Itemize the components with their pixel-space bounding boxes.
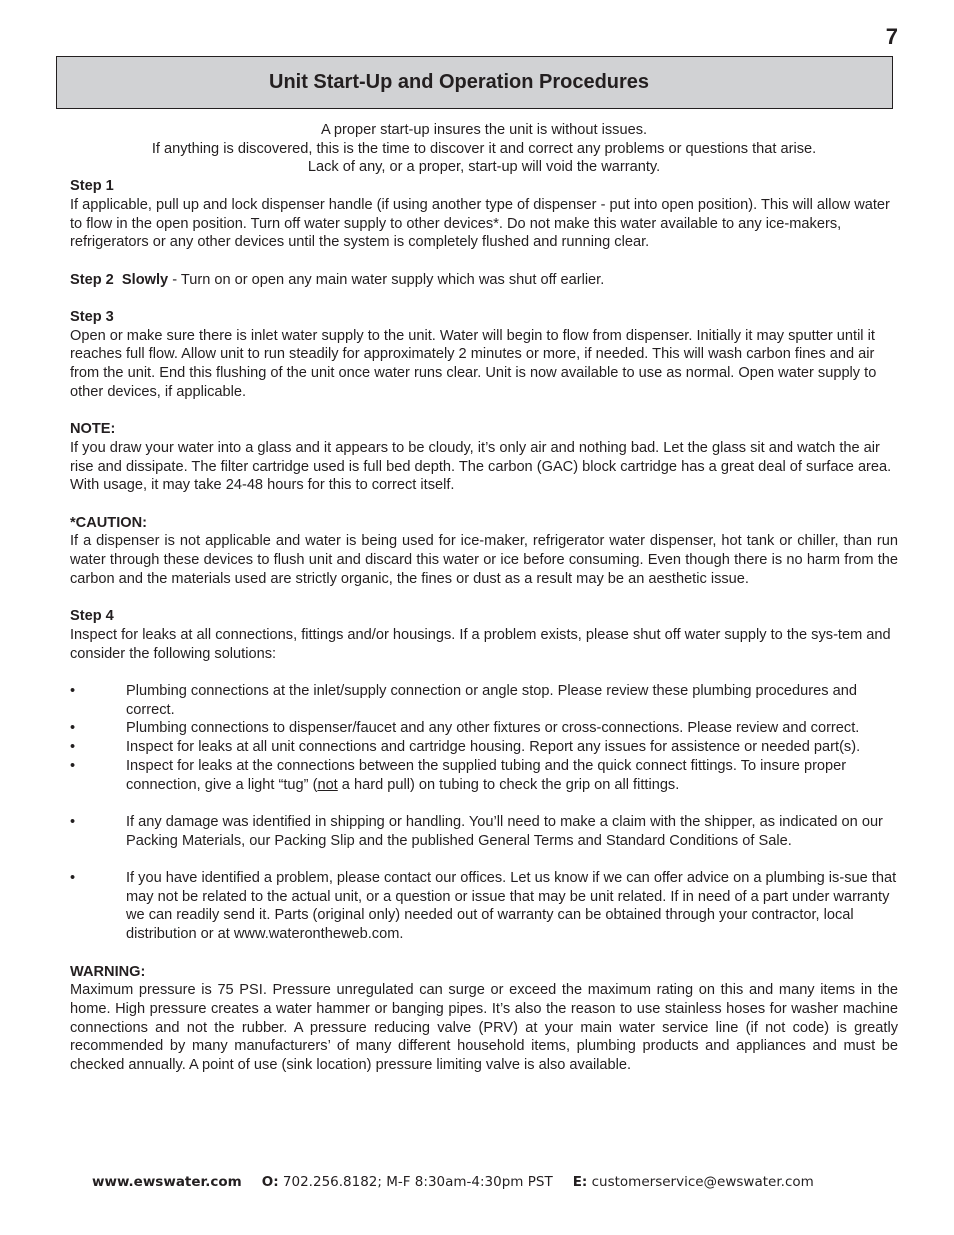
list-item-text: Plumbing connections to dispenser/faucet and any other fixtures or cross-connections. Please review and correct.: [126, 720, 860, 737]
list-item: [70, 738, 898, 757]
step-2-emphasis: Slowly: [121, 271, 169, 288]
document-body: [70, 121, 898, 1075]
step-2-text: - Turn on or open any main water supply which was shut off earlier.: [168, 271, 605, 288]
caution-heading: *CAUTION:: [70, 514, 148, 531]
step-2-section: [70, 271, 898, 290]
list-item: [70, 682, 898, 719]
intro-line: If anything is discovered, this is the time to discover it and correct any problems or questions that arise.: [151, 140, 817, 157]
step-3-text: Open or make sure there is inlet water supply to the unit. Water will begin to flow from dispenser. Initially it may sputter until it reaches full flow. Allow unit to run steadily for approximately 2 minutes or more, if needed. This will wash carbon fines and air from the unit. End this flushing of the unit once water runs clear. Unit is now available to use as normal. Open water supply to other devices, if applicable.: [70, 327, 877, 400]
list-item-text-part: a hard pull) on tubing to check the grip on all fittings.: [337, 776, 680, 793]
footer-phone-label: O:: [261, 1174, 279, 1190]
step-4-heading: Step 4: [70, 608, 114, 625]
note-heading: NOTE:: [70, 421, 116, 438]
bullet-icon: •: [70, 813, 76, 830]
page-number: 7: [885, 24, 898, 49]
list-item: [70, 869, 898, 944]
intro-paragraph: [70, 121, 898, 177]
bullet-icon: •: [70, 739, 76, 756]
caution-text: If a dispenser is not applicable and water is being used for ice-maker, refrigerator water dispenser, hot tank or chiller, than run water through these devices to flush unit and discard this water or ice before consuming. Even though there is no harm from the carbon and the materials used are strictly organic, the fines or dust as a result may be an aesthetic issue.: [70, 533, 898, 587]
footer-website: www.ewswater.com: [92, 1174, 242, 1190]
underlined-word: not: [317, 776, 338, 793]
list-item-text: If you have identified a problem, please contact our offices. Let us know if we can offer advice on a plumbing is-sue that may not be related to the actual unit, or a question or issue that may be unit related. If in need of a part under warranty we can readily send it. Parts (original only) needed out of warranty can be obtained through your contractor, local distribution or at www.waterontheweb.com.: [126, 870, 897, 943]
warning-text: Maximum pressure is 75 PSI. Pressure unregulated can surge or exceed the maximum rating on this and many items in the home. High pressure creates a water hammer or banging pipes. It’s also the reason to use stainless hoses for washer machine connections and not the rubber. A pressure reducing valve (PRV) at your main water service line (if not code) is greatly recommended by many manufacturers’ of many different household items, plumbing products and appliances and must be checked annually. A point of use (sink location) pressure limiting valve is also available.: [70, 982, 898, 1074]
caution-section: [70, 514, 898, 589]
bullet-icon: •: [70, 757, 76, 774]
step-1-text: If applicable, pull up and lock dispenser handle (if using another type of dispenser - put into open position). This will allow water to flow in the open position. Turn off water supply to other devices*. Do not make this water available to any ice-makers, refrigerators or any other devices until the system is completely flushed and running clear.: [70, 196, 890, 251]
list-item: [70, 757, 898, 794]
intro-line: Lack of any, or a proper, start-up will void the warranty.: [307, 159, 661, 176]
note-text: If you draw your water into a glass and it appears to be cloudy, it’s only air and nothing bad. Let the glass sit and watch the air rise and dissipate. The filter cartridge used is full bed depth. The carbon (GAC) block cartridge has a great deal of surface area. With usage, it may take 24-48 hours for this to correct itself.: [70, 439, 892, 494]
page-title: Unit Start-Up and Operation Procedures: [269, 71, 650, 93]
list-item: [70, 813, 898, 850]
step-4-text: Inspect for leaks at all connections, fittings and/or housings. If a problem exists, please shut off water supply to the sys-tem and consider the following solutions:: [70, 626, 891, 662]
solutions-list: [70, 682, 898, 944]
step-3-heading: Step 3: [70, 309, 114, 325]
list-item-text: Inspect for leaks at all unit connections and cartridge housing. Report any issues for assistence or needed part(s).: [126, 739, 861, 756]
footer-email-label: E:: [572, 1174, 588, 1190]
intro-line: A proper start-up insures the unit is without issues.: [320, 122, 648, 138]
title-banner: [56, 56, 893, 109]
list-item: [70, 719, 898, 738]
step-1-section: [70, 177, 898, 252]
warning-heading: WARNING:: [70, 963, 146, 980]
bullet-icon: •: [70, 720, 76, 737]
note-section: [70, 420, 898, 495]
step-3-section: [70, 308, 898, 402]
warning-section: [70, 963, 898, 1075]
list-item-text-part: Inspect for leaks at the connections between the supplied tubing and the quick connect fittings. To insure proper connection, give a light “tug” (: [126, 757, 847, 793]
step-2-heading: Step 2: [70, 271, 114, 288]
list-item-text: Plumbing connections at the inlet/supply connection or angle stop. Please review these plumbing procedures and correct.: [126, 683, 857, 718]
step-4-section: [70, 607, 898, 944]
page-footer: [92, 1174, 892, 1190]
footer-email: customerservice@ewswater.com: [587, 1174, 814, 1190]
bullet-icon: •: [70, 870, 76, 886]
step-1-heading: Step 1: [70, 178, 114, 195]
list-item-text: [126, 758, 846, 793]
bullet-icon: •: [70, 683, 76, 699]
list-item-text: If any damage was identified in shipping or handling. You’ll need to make a claim with the shipper, as indicated on our Packing Materials, our Packing Slip and the published General Terms and Standard Conditions of Sale.: [126, 813, 883, 849]
footer-phone: 702.256.8182; M-F 8:30am-4:30pm PST: [278, 1174, 553, 1190]
